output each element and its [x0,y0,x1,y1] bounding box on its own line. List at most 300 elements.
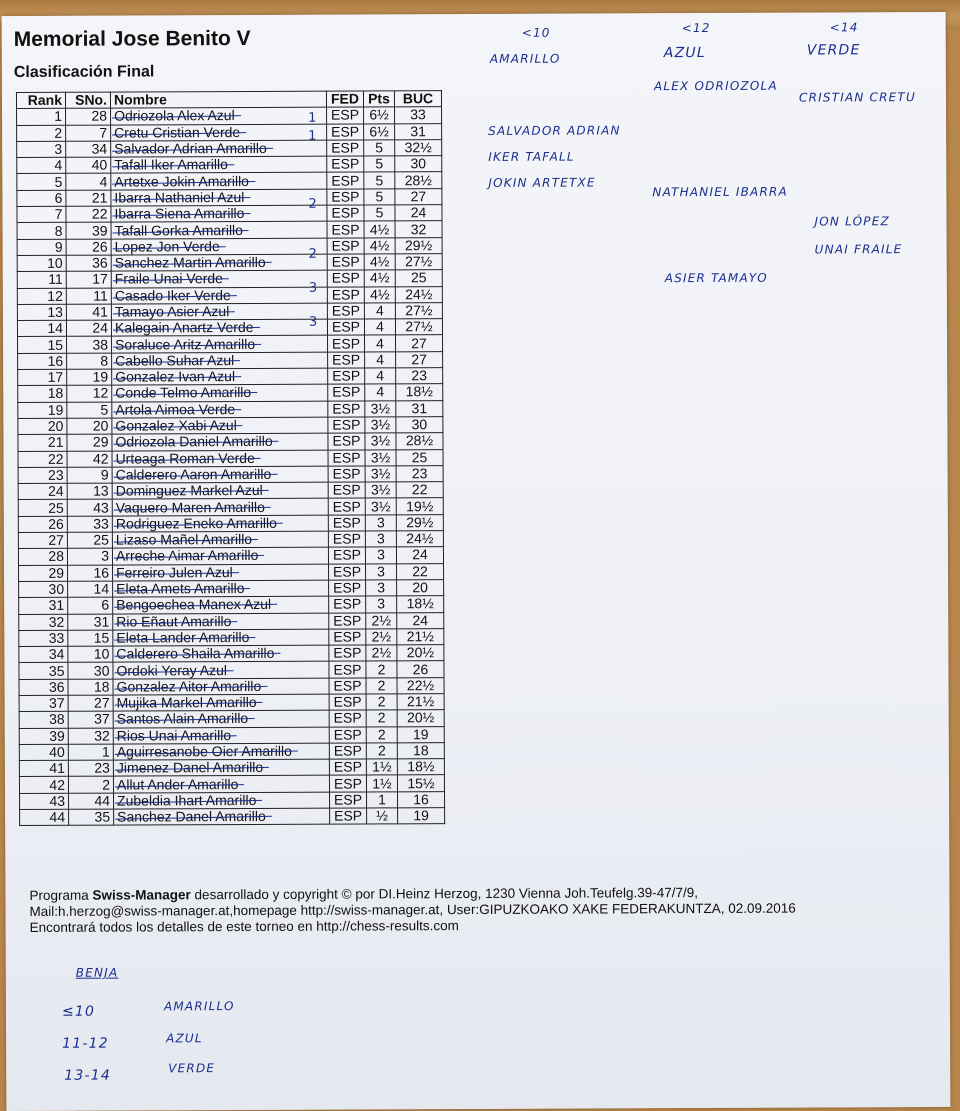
cell-fed [328,352,365,368]
cell-pts [365,515,396,531]
cell-nombre [112,433,328,450]
cell-buc [395,205,442,222]
cell-buc [398,808,445,825]
cell-buc [396,449,443,466]
cell-sno [67,353,112,369]
cell-nombre [111,319,327,336]
cell-buc [395,270,442,287]
cell-buc-text: 30 [410,155,427,172]
cell-sno [66,271,111,287]
cell-buc [395,140,442,157]
cell-sno-text: 28 [91,108,108,125]
cell-buc-text: 27½ [405,253,433,270]
cell-buc [395,237,442,254]
cell-rank-text: 37 [49,694,65,711]
cell-rank [18,369,67,386]
cell-fed-text: ESP [332,481,361,498]
cell-sno-text: 10 [93,645,110,662]
cell-buc-text: 21½ [406,693,435,710]
cell-rank-text: 5 [54,173,63,190]
hw-name-tamayo: ASIER TAMAYO [664,270,768,286]
cell-buc [395,123,442,140]
cell-fed [327,238,364,254]
cell-nombre [111,270,327,287]
cell-nombre [111,189,327,206]
cell-sno [66,206,111,222]
cell-nombre-text: Eleta Lander Amarillo [116,628,250,646]
cell-rank [19,663,68,680]
cell-nombre [112,368,328,385]
cell-rank [20,793,69,810]
cell-nombre-text: Ferreiro Julen Azul [116,563,233,581]
cell-nombre [111,303,327,320]
cell-pts-text: 2 [377,693,386,710]
cell-buc-text: 19 [413,807,429,824]
cell-nombre [111,124,327,141]
hw-place-mark-2: 2 [308,196,317,212]
cell-buc [396,400,443,417]
cell-buc [396,547,443,564]
cell-pts-text: 3½ [370,481,391,498]
cell-rank-text: 28 [48,548,65,565]
cell-rank [18,532,67,549]
cell-nombre-text: Gonzalez Xabi Azul [115,417,237,434]
cell-fed-text: ESP [333,709,362,727]
cell-rank [17,141,66,158]
cell-rank-text: 13 [47,303,63,320]
cell-buc [398,791,445,808]
cell-nombre-text: Lopez Jon Verde [114,237,220,255]
cell-pts-text: 4½ [369,253,390,270]
cell-nombre [113,645,329,662]
cell-rank [18,467,67,484]
hw-place-mark-1b: 1 [308,128,317,144]
cell-sno-text: 24 [92,319,109,336]
cell-nombre-text: Ibarra Nathaniel Azul [114,188,245,206]
cell-pts [365,531,396,547]
cell-pts [364,303,395,319]
cell-fed-text: ESP [332,416,361,433]
hw-benja: BENJA [75,965,119,980]
cell-pts [364,172,395,188]
hw-name-tafall: IKER TAFALL [488,149,575,164]
cell-pts [366,743,397,759]
footer-line-2: Mail:h.herzog@swiss-manager.at,homepage http://swiss-manager.at, User:GIPUZKOAKO XAKE FEDERAKUNTZA, 02.09.2016 [29,900,796,919]
cell-pts-text: 3 [377,579,386,596]
cell-fed [329,759,366,775]
cell-nombre-text: Artola Aimoa Verde [115,400,236,418]
cell-fed [327,156,364,172]
hw-color-azul: AZUL [663,44,706,62]
cell-rank-text: 35 [48,662,65,679]
cell-fed-text: ESP [332,383,361,401]
cell-fed-text: ESP [334,807,363,824]
cell-pts [367,808,398,824]
cell-buc [395,172,442,189]
cell-buc-text: 22 [411,481,428,498]
cell-fed-text: ESP [331,237,360,254]
cell-fed [329,596,366,612]
cell-nombre-text: Artetxe Jokin Amarillo [114,172,249,190]
cell-sno [66,239,111,255]
cell-sno [66,174,111,190]
cell-rank [19,565,68,582]
cell-nombre-text: Calderero Aaron Amarillo [115,465,272,483]
cell-nombre-text: Cretu Cristian Verde [114,123,241,141]
cell-nombre-text: Kalegain Anartz Verde [114,319,254,336]
cell-fed [328,498,365,514]
cell-sno [68,711,113,727]
cell-pts-text: 3½ [370,497,391,515]
cell-nombre-text: Tamayo Asier Azul [114,303,230,320]
cell-buc-text: 25 [410,269,427,286]
cell-rank-text: 12 [47,287,63,304]
cell-fed [329,580,366,596]
cell-pts [365,433,396,449]
cell-sno-text: 25 [93,531,109,548]
cell-sno-text: 36 [92,254,108,271]
cell-sno-text: 41 [92,303,108,320]
cell-rank [18,500,67,517]
cell-buc [395,319,442,336]
cell-sno-text: 19 [92,368,109,385]
cell-nombre [112,466,328,483]
cell-buc-text: 28½ [404,171,432,188]
cell-pts [364,221,395,237]
cell-rank [17,239,66,256]
cell-buc-text: 15½ [407,774,435,791]
cell-rank-text: 3 [54,140,63,157]
cell-pts-text: 4 [375,302,384,319]
cell-nombre-text: Gonzalez Ivan Azul [115,368,236,385]
cell-pts-text: 5 [375,204,384,221]
cell-buc [397,694,444,711]
cell-nombre-text: Fraile Unai Verde [114,270,223,287]
cell-fed [327,189,364,205]
cell-pts-text: 3 [376,514,385,531]
cell-buc [397,759,444,776]
cell-sno-text: 34 [91,140,108,157]
cell-fed-text: ESP [331,221,360,238]
cell-buc-text: 24½ [406,530,434,547]
cell-sno-text: 30 [93,662,110,679]
cell-fed-text: ESP [333,726,362,743]
cell-pts-text: 4 [376,351,385,368]
cell-buc [395,254,442,271]
cell-fed-text: ESP [331,188,360,205]
cell-fed [329,743,366,759]
cell-nombre [113,678,329,695]
cell-pts [364,254,395,270]
cell-nombre-text: Allut Ander Amarillo [116,775,239,793]
cell-rank [19,581,68,598]
col-header-fed: FED [326,91,363,107]
cell-sno-text: 1 [101,743,110,760]
cell-fed-text: ESP [333,579,362,596]
hw-cat-lt14: <14 [829,20,859,35]
cell-nombre [112,336,328,353]
cell-sno-text: 7 [99,124,108,141]
cell-fed-text: ESP [331,123,360,140]
cell-fed [327,303,364,319]
cell-rank-text: 20 [47,417,64,434]
cell-buc [396,482,443,499]
cell-sno-text: 33 [93,515,109,532]
cell-fed-text: ESP [332,530,361,547]
cell-nombre-text: Tafall Iker Amarillo [114,156,228,173]
hw-name-lopez: JON LÓPEZ [814,214,890,229]
hw-name-cretu: CRISTIAN CRETU [798,90,916,105]
cell-pts-text: 2 [377,677,386,694]
cell-sno-text: 16 [93,564,110,581]
cell-nombre-text: Calderero Shaila Amarillo [116,645,275,662]
cell-rank-text: 34 [48,646,65,663]
cell-buc-text: 27½ [405,302,433,319]
cell-sno [68,679,113,695]
cell-nombre [111,238,327,255]
cell-nombre-text: Zubeldia Ihart Amarillo [117,791,257,809]
cell-rank-text: 8 [54,222,63,239]
hw-name-ibarra: NATHANIEL IBARRA [652,184,788,200]
cell-pts [365,547,396,563]
cell-fed [329,710,366,726]
cell-pts-text: ½ [376,807,388,824]
cell-pts [364,286,395,302]
cell-nombre-text: Rios Unai Amarillo [116,726,232,744]
cell-sno [67,548,112,564]
cell-rank [17,272,66,289]
cell-nombre-text: Cabello Suhar Azul [115,351,235,369]
cell-buc [397,661,444,678]
cell-fed [328,384,365,400]
cell-rank [18,516,67,533]
cell-sno [68,614,113,630]
col-header-rank: Rank [16,92,65,109]
cell-fed [328,417,365,433]
cell-fed [329,727,366,743]
cell-rank [18,337,67,354]
cell-rank-text: 21 [47,434,64,451]
cell-buc-text: 20½ [407,709,435,726]
cell-pts-text: 3 [377,595,386,612]
cell-fed [327,270,364,286]
cell-nombre [111,173,327,190]
cell-buc-text: 16 [413,791,429,808]
cell-buc [396,417,443,434]
cell-rank-text: 18 [47,385,64,402]
cell-fed [328,433,365,449]
cell-pts-text: 5 [375,188,384,205]
cell-sno [67,434,112,450]
cell-rank-text: 30 [48,580,65,597]
cell-rank-text: 38 [49,711,65,728]
hw-name-artetxe: JOKIN ARTETXE [488,175,596,190]
cell-fed-text: ESP [331,318,361,335]
cell-nombre-text: Jimenez Danel Amarillo [116,759,264,776]
cell-pts-text: 2 [377,709,386,726]
cell-fed-text: ESP [331,172,360,189]
cell-buc [397,628,444,645]
cell-fed-text: ESP [331,269,360,287]
cell-pts-text: 3 [376,530,385,547]
cell-sno-text: 21 [91,189,108,206]
cell-rank-text: 15 [47,336,64,353]
cell-buc [397,645,444,662]
cell-buc-text: 31 [411,399,428,417]
cell-nombre [113,564,329,581]
cell-sno [66,255,111,271]
cell-pts [364,123,395,139]
cell-nombre [112,499,328,516]
cell-nombre-text: Rodriguez Eneko Amarillo [115,514,277,532]
cell-pts-text: 5 [375,172,384,189]
cell-nombre-text: Conde Telmo Amarillo [115,384,252,402]
cell-nombre-text: Lizaso Mañel Amarillo [115,531,253,548]
cell-sno [66,157,111,173]
cell-fed [327,254,364,270]
cell-nombre [112,547,328,564]
cell-nombre-text: Arreche Aimar Amarillo [115,547,259,565]
cell-pts [365,482,396,498]
cell-nombre [113,710,329,727]
cell-sno-text: 42 [92,450,109,467]
cell-nombre [111,287,327,304]
cell-sno [66,141,111,157]
cell-fed-text: ESP [332,563,362,580]
cell-pts-text: 4 [376,383,385,400]
cell-nombre-text: Tafall Gorka Amarillo [114,221,243,239]
cell-sno [66,125,111,141]
cell-rank [18,435,67,452]
cell-rank [17,223,66,240]
cell-pts [365,368,396,384]
cell-nombre [111,205,327,222]
cell-buc-text: 22 [412,562,428,580]
hw-legend-3-color: VERDE [168,1061,216,1076]
cell-fed-text: ESP [333,742,362,759]
cell-rank-text: 16 [47,352,64,369]
cell-rank [20,809,69,826]
cell-nombre-text: Santos Alain Amarillo [116,710,249,727]
cell-nombre-text: Casado Iker Verde [114,286,231,304]
cell-rank [18,353,67,370]
cell-sno [68,728,113,744]
cell-rank [17,288,66,305]
cell-sno-text: 18 [93,678,110,695]
cell-rank-text: 27 [48,531,64,549]
cell-buc-text: 30 [411,416,428,433]
cell-buc [396,514,443,531]
cell-pts [366,580,397,596]
hw-name-odriozola: ALEX ODRIOZOLA [653,78,778,94]
cell-fed-text: ESP [332,351,361,368]
cell-fed [327,124,364,140]
cell-nombre-text: Ordoki Yeray Azul [116,661,228,679]
cell-sno-text: 44 [94,792,111,809]
cell-buc [395,286,442,303]
cell-rank [19,777,68,794]
cell-buc [396,384,443,401]
hw-name-salvador: SALVADOR ADRIAN [488,123,621,138]
cell-sno [66,190,111,206]
cell-pts-text: 1½ [372,758,392,775]
cell-fed-text: ESP [331,253,360,270]
cell-sno-text: 29 [92,433,109,451]
cell-buc-text: 18 [412,742,429,759]
cell-sno [68,662,113,678]
cell-buc [396,368,443,385]
cell-pts-text: 3½ [370,432,391,449]
cell-rank-text: 24 [48,483,64,500]
cell-fed-text: ESP [331,335,361,352]
cell-fed-text: ESP [333,661,362,678]
cell-fed [327,205,364,221]
cell-sno [67,402,112,418]
cell-sno-text: 5 [100,401,109,418]
cell-fed-text: ESP [332,546,362,564]
cell-fed-text: ESP [333,628,362,645]
cell-sno-text: 2 [102,776,111,793]
cell-pts-text: 3 [377,563,385,580]
cell-pts-text: 3 [377,546,385,563]
cell-nombre [113,759,329,776]
cell-fed-text: ESP [331,106,360,124]
cell-rank [17,206,66,223]
cell-pts [366,710,397,726]
cell-pts [364,238,395,254]
cell-nombre [114,808,330,825]
cell-pts-text: 2 [377,726,386,743]
cell-fed-text: ESP [332,432,361,450]
cell-rank [19,712,68,729]
cell-buc-text: 32 [410,220,427,237]
cell-pts-text: 2 [377,742,386,759]
cell-sno [67,483,112,499]
cell-fed-text: ESP [333,595,362,612]
cell-sno [67,418,112,434]
cell-nombre [113,694,329,711]
cell-rank [17,109,66,126]
cell-nombre [113,629,329,646]
cell-pts-text: 4 [376,318,384,335]
cell-sno [67,451,112,467]
cell-sno-text: 15 [93,629,110,646]
cell-buc-text: 24 [412,611,429,628]
cell-sno [66,108,111,124]
cell-sno [67,337,112,353]
cell-rank [17,320,66,337]
hw-legend-2-color: AZUL [166,1031,203,1046]
cell-sno [68,760,113,776]
cell-buc [396,465,443,482]
cell-fed-text: ESP [331,204,360,221]
cell-nombre-text: Sanchez Danel Amarillo [117,808,266,825]
cell-sno [66,304,111,320]
cell-sno [67,385,112,401]
cell-nombre [112,515,328,532]
cell-sno-text: 22 [91,205,108,222]
cell-fed [329,694,366,710]
cell-buc-text: 23 [411,465,428,482]
hw-place-mark-2b: 2 [308,246,317,262]
cell-nombre [112,401,328,418]
cell-sno [68,695,113,711]
cell-pts [364,270,395,286]
cell-rank-text: 1 [54,108,63,125]
cell-buc [395,107,442,124]
cell-sno [67,369,112,385]
cell-sno-text: 32 [94,727,110,744]
